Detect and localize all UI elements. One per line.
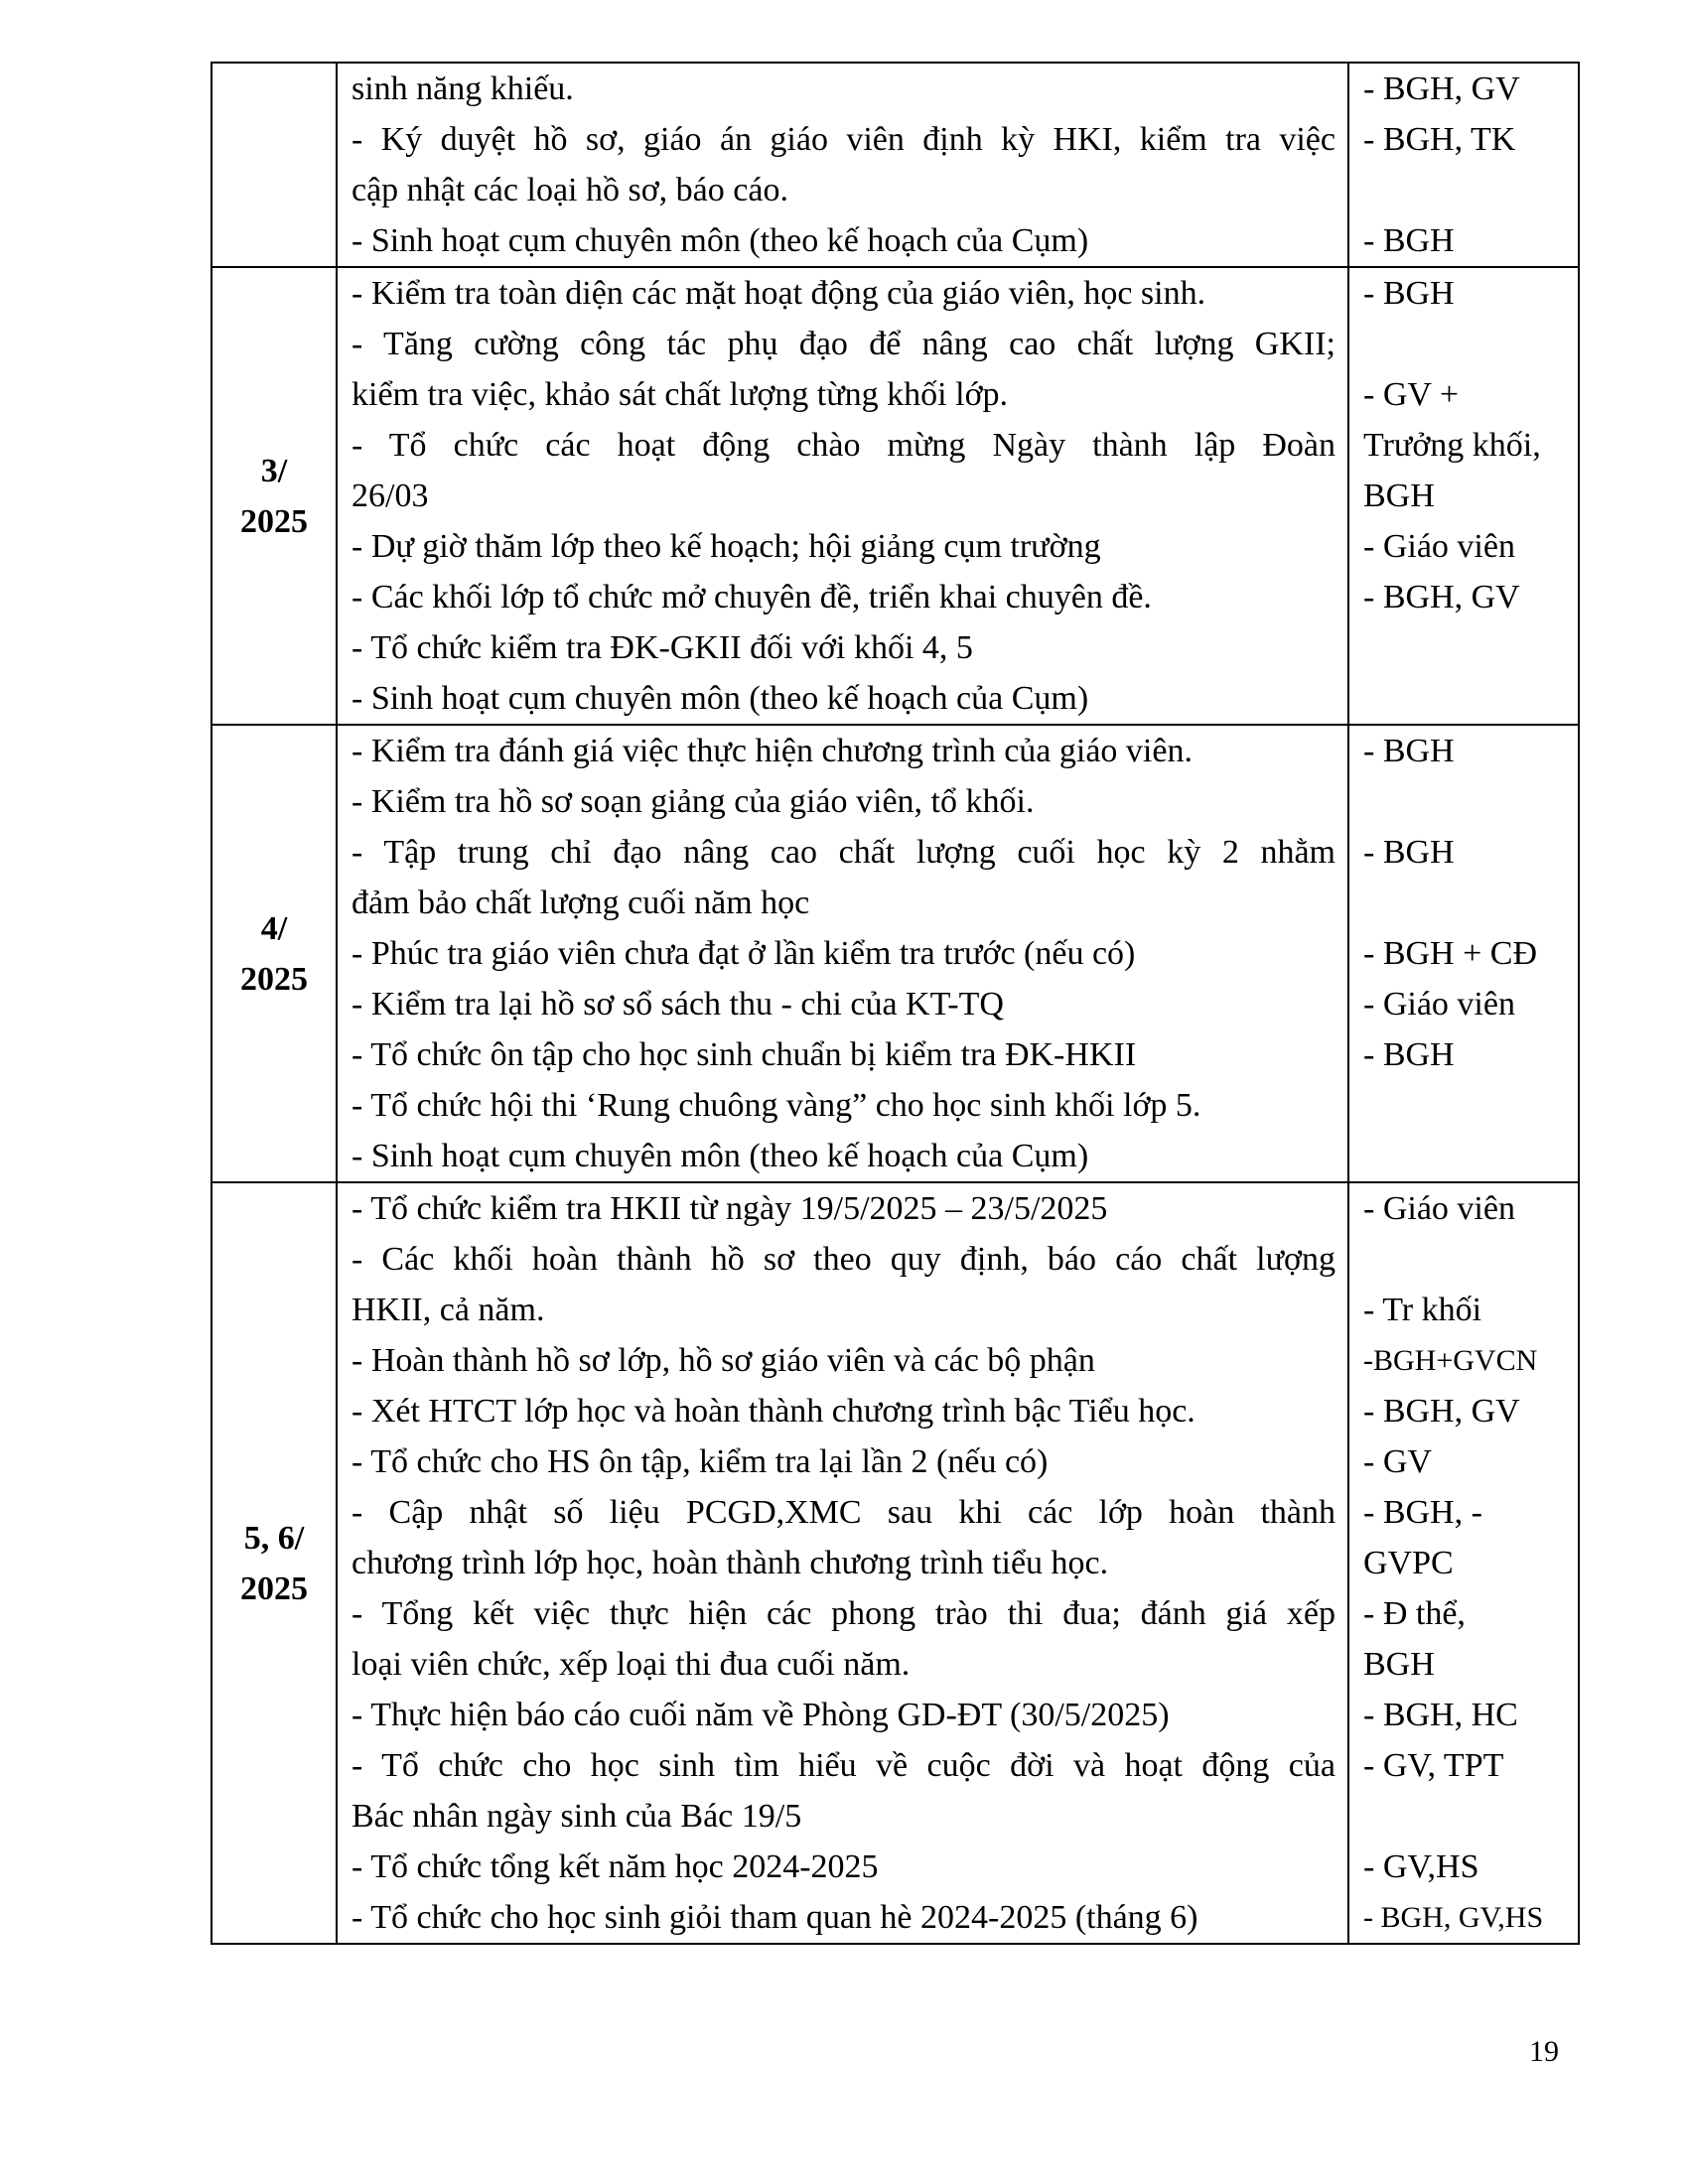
responsible-line: - BGH, GV — [1363, 70, 1520, 107]
content-line: HKII, cả năm. — [352, 1292, 545, 1328]
responsible-line: - Giáo viên — [1363, 1190, 1515, 1227]
month-label: 4/ — [260, 909, 288, 947]
content-line: - Tổ chức cho HS ôn tập, kiểm tra lại lần 2 (nếu có) — [352, 1443, 1049, 1480]
content-line: - Tăng cường công tác phụ đạo để nâng cao chất lượng GKII; — [352, 326, 1336, 362]
content-line: sinh năng khiếu. — [352, 70, 574, 107]
content-line: - Sinh hoạt cụm chuyên môn (theo kế hoạch của Cụm) — [352, 222, 1089, 259]
responsible-line: - BGH — [1363, 1036, 1455, 1073]
responsible-cell — [1348, 267, 1579, 725]
responsible-line: - BGH, GV,HS — [1363, 1901, 1544, 1934]
content-line: - Sinh hoạt cụm chuyên môn (theo kế hoạch của Cụm) — [352, 680, 1089, 717]
content-line: loại viên chức, xếp loại thi đua cuối năm. — [352, 1646, 911, 1683]
time-cell — [211, 63, 337, 267]
content-line: - Hoàn thành hồ sơ lớp, hồ sơ giáo viên và các bộ phận — [352, 1342, 1095, 1379]
content-line: - Tổng kết việc thực hiện các phong trào thi đua; đánh giá xếp — [352, 1595, 1336, 1632]
content-line: - Dự giờ thăm lớp theo kế hoạch; hội giảng cụm trường — [352, 528, 1101, 565]
content-line: kiểm tra việc, khảo sát chất lượng từng khối lớp. — [352, 376, 1009, 413]
responsible-line: - BGH, - — [1363, 1494, 1482, 1531]
content-line: - Kiểm tra toàn diện các mặt hoạt động của giáo viên, học sinh. — [352, 275, 1206, 312]
content-line: - Xét HTCT lớp học và hoàn thành chương trình bậc Tiểu học. — [352, 1393, 1196, 1430]
content-line: - Tổ chức các hoạt động chào mừng Ngày thành lập Đoàn — [352, 427, 1336, 464]
year-label: 2025 — [240, 502, 308, 540]
page-number: 19 — [1529, 2035, 1559, 2068]
content-line: - Tổ chức hội thi ‘Rung chuông vàng” cho học sinh khối lớp 5. — [352, 1087, 1201, 1124]
content-cell — [337, 1182, 1348, 1944]
content-line: chương trình lớp học, hoàn thành chương trình tiểu học. — [352, 1545, 1109, 1581]
responsible-line: - BGH — [1363, 222, 1455, 259]
time-cell — [211, 267, 337, 725]
plan-table — [211, 62, 1580, 1945]
time-cell — [211, 725, 337, 1182]
content-line: - Tổ chức cho học sinh tìm hiểu về cuộc đời và hoạt động của — [352, 1747, 1336, 1784]
responsible-line: BGH — [1363, 1646, 1435, 1683]
responsible-line: BGH — [1363, 478, 1435, 514]
responsible-line: - Đ thể, — [1363, 1595, 1466, 1632]
content-line: - Tập trung chỉ đạo nâng cao chất lượng cuối học kỳ 2 nhằm — [352, 834, 1336, 871]
responsible-line: - GV — [1363, 1443, 1432, 1480]
responsible-line: - BGH, GV — [1363, 579, 1520, 615]
responsible-line: GVPC — [1363, 1545, 1454, 1581]
content-line: - Tổ chức kiểm tra HKII từ ngày 19/5/2025 – 23/5/2025 — [352, 1190, 1108, 1227]
content-line: - Kiểm tra đánh giá việc thực hiện chương trình của giáo viên. — [352, 733, 1193, 769]
responsible-line: - BGH, TK — [1363, 121, 1516, 158]
year-label: 2025 — [240, 960, 308, 998]
responsible-line: - BGH + CĐ — [1363, 935, 1538, 972]
content-line: đảm bảo chất lượng cuối năm học — [352, 885, 810, 921]
content-line: - Tổ chức kiểm tra ĐK-GKII đối với khối 4, 5 — [352, 629, 973, 666]
content-line: - Cập nhật số liệu PCGD,XMC sau khi các lớp hoàn thành — [352, 1494, 1336, 1531]
content-line: - Tổ chức tổng kết năm học 2024-2025 — [352, 1848, 879, 1885]
content-line: - Các khối lớp tổ chức mở chuyên đề, triển khai chuyên đề. — [352, 579, 1152, 615]
responsible-line: Trưởng khối, — [1363, 427, 1541, 464]
content-line: - Thực hiện báo cáo cuối năm về Phòng GD-ĐT (30/5/2025) — [352, 1697, 1170, 1733]
content-line: - Kiểm tra lại hồ sơ sổ sách thu - chi của KT-TQ — [352, 986, 1004, 1023]
content-cell — [337, 63, 1348, 267]
year-label: 2025 — [240, 1570, 308, 1607]
responsible-line: - Tr khối — [1363, 1292, 1482, 1328]
time-cell — [211, 1182, 337, 1944]
content-line: - Sinh hoạt cụm chuyên môn (theo kế hoạch của Cụm) — [352, 1138, 1089, 1174]
responsible-line: - BGH, GV — [1363, 1393, 1520, 1430]
content-line: 26/03 — [352, 478, 429, 514]
table-row — [211, 63, 1579, 267]
table-row — [211, 725, 1579, 1182]
content-line: - Tổ chức cho học sinh giỏi tham quan hè 2024-2025 (tháng 6) — [352, 1899, 1198, 1936]
content-cell — [337, 725, 1348, 1182]
content-line: - Ký duyệt hồ sơ, giáo án giáo viên định kỳ HKI, kiểm tra việc — [352, 121, 1336, 158]
content-line: cập nhật các loại hồ sơ, báo cáo. — [352, 172, 788, 208]
content-line: - Phúc tra giáo viên chưa đạt ở lần kiểm tra trước (nếu có) — [352, 935, 1136, 972]
responsible-line: - GV + — [1363, 376, 1459, 413]
responsible-line: - BGH — [1363, 275, 1455, 312]
responsible-line: - GV, TPT — [1363, 1747, 1504, 1784]
content-cell — [337, 267, 1348, 725]
content-line: - Tổ chức ôn tập cho học sinh chuẩn bị kiểm tra ĐK-HKII — [352, 1036, 1137, 1073]
content-line: - Kiểm tra hồ sơ soạn giảng của giáo viên, tổ khối. — [352, 783, 1035, 820]
responsible-line: - Giáo viên — [1363, 986, 1515, 1023]
responsible-line: - Giáo viên — [1363, 528, 1515, 565]
responsible-line: -BGH+GVCN — [1363, 1344, 1538, 1377]
content-line: Bác nhân ngày sinh của Bác 19/5 — [352, 1798, 802, 1835]
responsible-cell — [1348, 725, 1579, 1182]
table-row — [211, 267, 1579, 725]
responsible-line: - BGH — [1363, 834, 1455, 871]
responsible-line: - BGH, HC — [1363, 1697, 1518, 1733]
responsible-line: - GV,HS — [1363, 1848, 1479, 1885]
responsible-cell — [1348, 63, 1579, 267]
content-line: - Các khối hoàn thành hồ sơ theo quy định, báo cáo chất lượng — [352, 1241, 1336, 1278]
responsible-line: - BGH — [1363, 733, 1455, 769]
month-label: 3/ — [260, 452, 288, 489]
responsible-cell — [1348, 1182, 1579, 1944]
month-label: 5, 6/ — [243, 1519, 305, 1557]
table-row — [211, 1182, 1579, 1944]
